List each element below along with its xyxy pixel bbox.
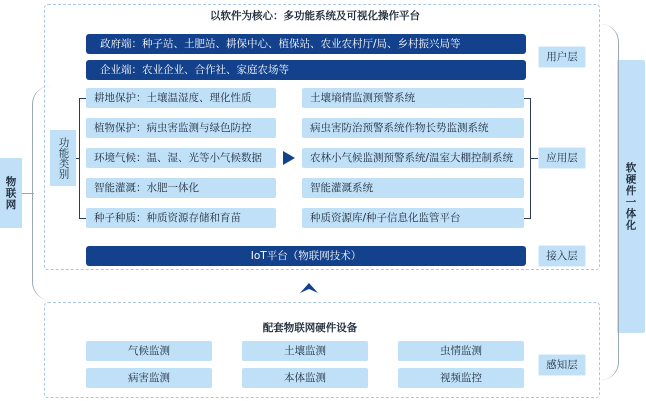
- system-item: 土壤墒情监测预警系统: [302, 88, 524, 108]
- function-item: 耕地保护：土壤温湿度、理化性质: [86, 88, 276, 108]
- system-item: 农林小气候监测预警系统/温室大棚控制系统: [302, 148, 524, 168]
- system-bracket-mid: [530, 158, 538, 159]
- function-item: 种子种质：种质资源存储和育苗: [86, 208, 276, 228]
- hardware-item: 本体监测: [242, 368, 368, 388]
- function-category-box: 功能类别: [50, 130, 76, 186]
- function-item: 环境气候：温、湿、光等小气候数据: [86, 148, 276, 168]
- hardware-software-side-label: 软硬件一体化: [617, 60, 645, 333]
- hardware-item: 虫情监测: [398, 341, 524, 361]
- right-arrow-icon: [282, 150, 296, 166]
- function-bracket-vertical: [79, 98, 80, 218]
- right-bracket-arc: [601, 24, 619, 380]
- hardware-item: 土壤监测: [242, 341, 368, 361]
- perception-layer-label: 感知层: [538, 354, 586, 376]
- system-item: 智能灌溉系统: [302, 178, 524, 198]
- function-item: 植物保护：病虫害监测与绿色防控: [86, 118, 276, 138]
- function-bracket-mid: [76, 158, 79, 159]
- hardware-item: 病害监测: [86, 368, 212, 388]
- system-bracket-bottom: [524, 218, 531, 219]
- government-bar: 政府端：种子站、土肥站、耕保中心、植保站、农业农村厅/局、乡村振兴局等: [86, 34, 526, 54]
- iot-side-label: 物联网: [0, 158, 22, 228]
- system-item: 种质资源库/种子信息化监管平台: [302, 208, 524, 228]
- hardware-item: 视频监控: [398, 368, 524, 388]
- up-arrow-icon: [299, 282, 319, 294]
- function-bracket-bottom: [79, 218, 86, 219]
- hardware-item: 气候监测: [86, 341, 212, 361]
- hardware-panel-title: 配套物联网硬件设备: [262, 322, 358, 334]
- software-platform-title: 以软件为核心：多功能系统及可视化操作平台: [210, 10, 420, 22]
- function-bracket-top: [79, 98, 86, 99]
- system-item: 病虫害防治预警系统作物长势监测系统: [302, 118, 524, 138]
- system-bracket-top: [524, 98, 531, 99]
- access-layer-label: 接入层: [538, 245, 586, 267]
- application-layer-label: 应用层: [538, 147, 586, 169]
- function-item: 智能灌溉：水肥一体化: [86, 178, 276, 198]
- user-layer-label: 用户层: [538, 46, 586, 68]
- iot-platform-bar: IoT平台（物联网技术）: [86, 246, 526, 266]
- enterprise-bar: 企业端：农业企业、合作社、家庭农场等: [86, 60, 526, 80]
